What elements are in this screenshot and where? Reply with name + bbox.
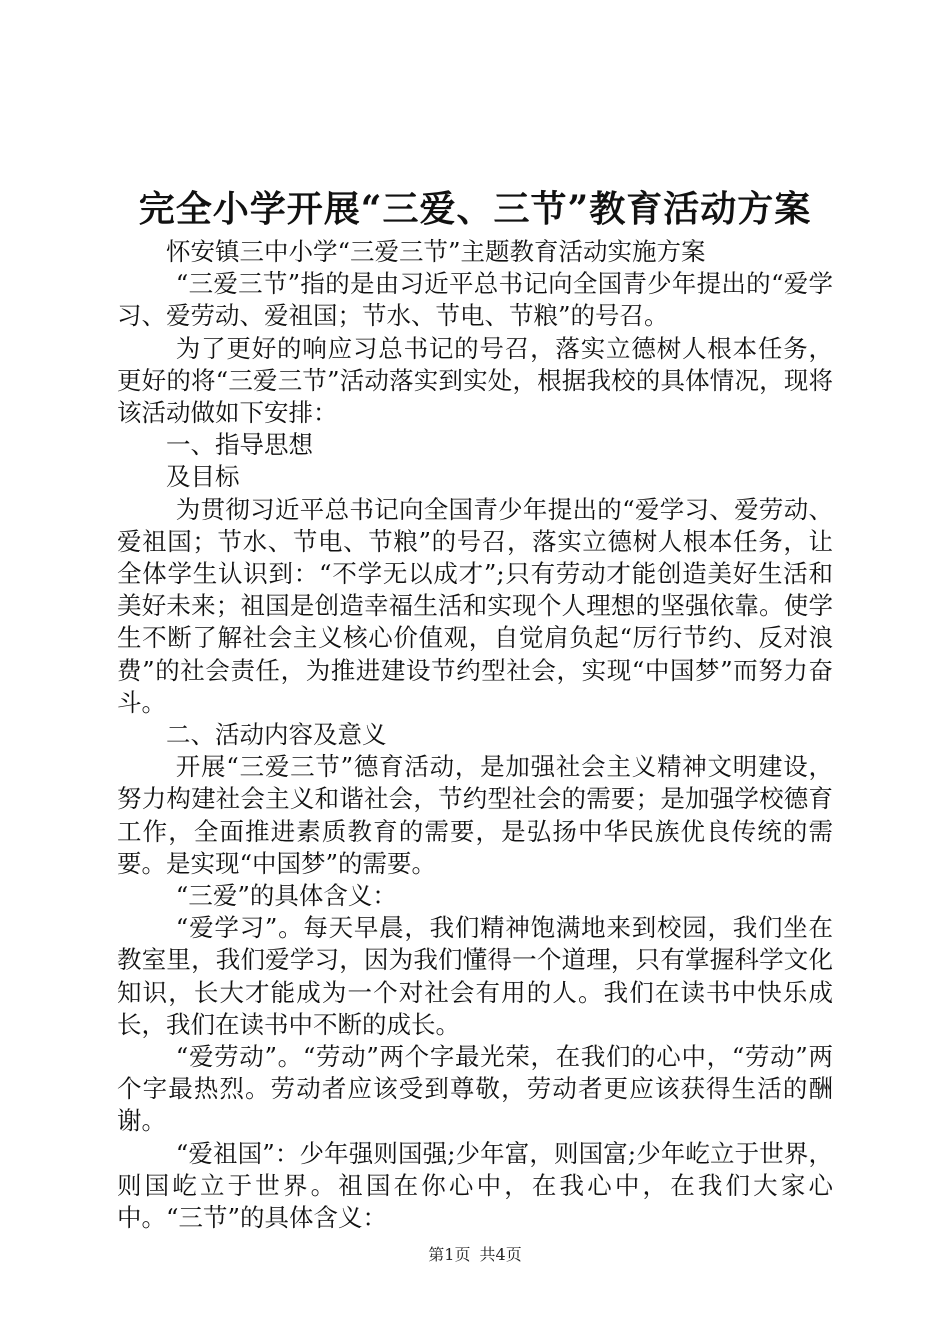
document-title: 完全小学开展“三爱、三节”教育活动方案: [138, 188, 812, 230]
section-heading-goals: 及目标: [166, 462, 240, 492]
paragraph-love-country: “爱祖国”：少年强则国强;少年富，则国富;少年屹立于世界，则国屹立于世界。祖国在你心中，在我心中，在我们大家心中。“三节”的具体含义：: [117, 1138, 833, 1233]
paragraph-activity-meaning: 开展“三爱三节”德育活动，是加强社会主义精神文明建设，努力构建社会主义和谐社会，节约型社会的需要；是加强学校德育工作，全面推进素质教育的需要，是弘扬中华民族优良传统的需要。是实现“中国梦”的需要。: [117, 752, 833, 878]
paragraph-love-labor: “爱劳动”。“劳动”两个字最光荣，在我们的心中，“劳动”两个字最热烈。劳动者应该受到尊敬，劳动者更应该获得生活的酬谢。: [117, 1042, 833, 1136]
paragraph-definition: “三爱三节”指的是由习近平总书记向全国青少年提出的“爱学习、爱劳动、爱祖国；节水、节电、节粮”的号召。: [117, 269, 833, 331]
paragraph-love-learning: “爱学习”。每天早晨，我们精神饱满地来到校园，我们坐在教室里，我们爱学习，因为我们懂得一个道理，只有掌握科学文化知识，长大才能成为一个对社会有用的人。我们在读书中快乐成长，我们在读书中不断的成长。: [117, 913, 833, 1039]
section-heading-activity-content: 二、活动内容及意义: [166, 720, 387, 750]
section-heading-guiding-ideology: 一、指导思想: [166, 430, 313, 460]
paragraph-three-loves-heading: “三爱”的具体含义：: [175, 881, 397, 911]
paragraph-purpose: 为了更好的响应习总书记的号召，落实立德树人根本任务，更好的将“三爱三节”活动落实到实处，根据我校的具体情况，现将该活动做如下安排：: [117, 333, 833, 428]
document-subtitle: 怀安镇三中小学“三爱三节”主题教育活动实施方案: [166, 237, 706, 266]
page-number: 第1页: [428, 1245, 471, 1264]
page-footer: [0, 1244, 950, 1266]
paragraph-goals: 为贯彻习近平总书记向全国青少年提出的“爱学习、爱劳动、爱祖国；节水、节电、节粮”的号召，落实立德树人根本任务，让全体学生认识到：“不学无以成才”;只有劳动才能创造美好生活和美好未来；祖国是创造幸福生活和实现个人理想的坚强依靠。使学生不断了解社会主义核心价值观，自觉肩负起“厉行节约、反对浪费”的社会责任，为推进建设节约型社会，实现“中国梦”而努力奋斗。: [117, 494, 833, 717]
page-total: 共4页: [479, 1245, 522, 1264]
document-body: [117, 236, 833, 1234]
